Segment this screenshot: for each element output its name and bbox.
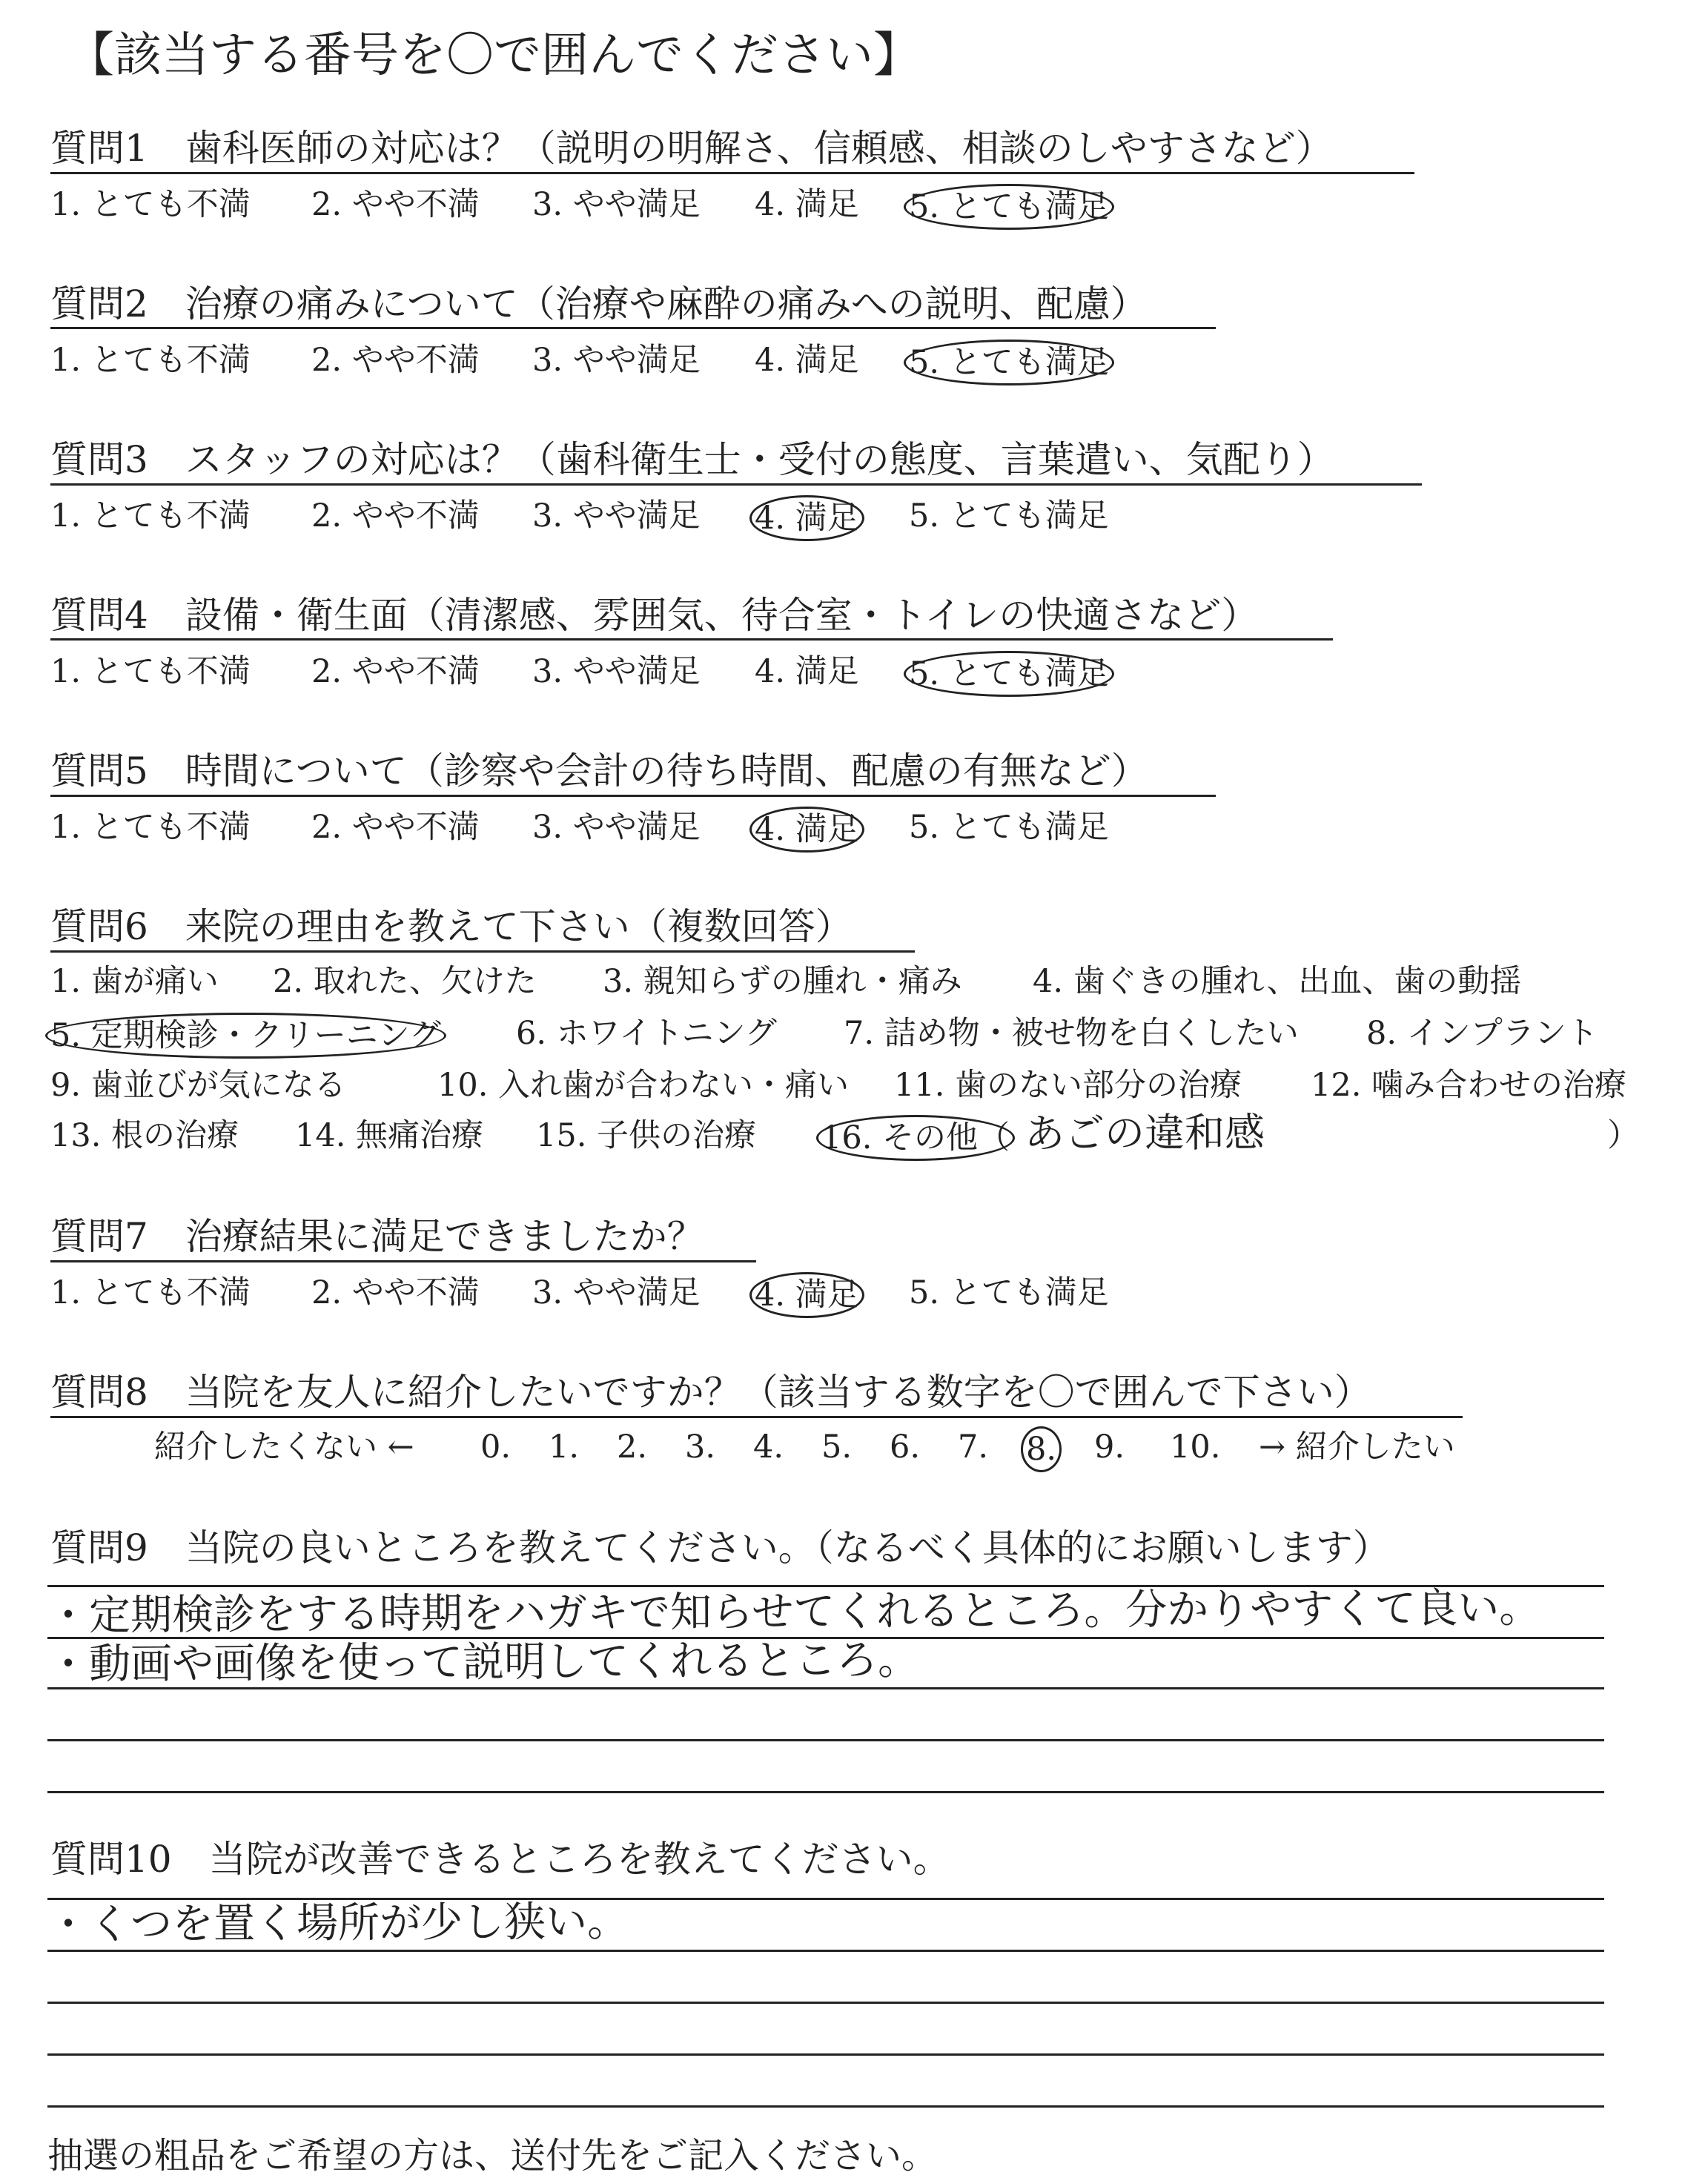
q9-answer-line-5 (47, 1791, 1604, 1793)
q9-answer-handwritten-1[interactable]: ・定期検診をする時期をハガキで知らせてくれるところ。分かりやすくて良い。 (47, 1583, 1541, 1641)
q8-scale-5[interactable]: 5. (821, 1429, 853, 1466)
q6-option-5-circled[interactable]: 5. 定期検診・クリーニング (45, 1013, 446, 1059)
q7-option-2[interactable]: 2. やや不満 (311, 1274, 480, 1311)
q10-answer-line-5 (47, 2105, 1604, 2108)
q7-option-3[interactable]: 3. やや満足 (532, 1274, 701, 1311)
q6-option-13[interactable]: 13. 根の治療 (50, 1117, 239, 1154)
q1-option-5-circled[interactable]: 5. とても満足 (904, 184, 1114, 230)
q6-option-12[interactable]: 12. 噛み合わせの治療 (1311, 1067, 1627, 1104)
q8-scale-9[interactable]: 9. (1094, 1429, 1125, 1466)
question-4-underline (50, 638, 1333, 641)
q8-scale-0[interactable]: 0. (480, 1429, 512, 1466)
q6-option-8[interactable]: 8. インプラント (1366, 1015, 1598, 1052)
q1-option-2[interactable]: 2. やや不満 (311, 186, 480, 223)
q3-option-4-circled[interactable]: 4. 満足 (749, 495, 864, 541)
q8-low-label: 紹介したくない ← (154, 1429, 414, 1466)
q6-option-14[interactable]: 14. 無痛治療 (295, 1117, 484, 1154)
q3-option-5[interactable]: 5. とても満足 (909, 497, 1109, 534)
q6-option-16-circled[interactable]: 16. その他（ (816, 1115, 1015, 1161)
q3-option-1[interactable]: 1. とても不満 (50, 497, 251, 534)
q7-option-5[interactable]: 5. とても満足 (909, 1274, 1109, 1311)
q6-option-2[interactable]: 2. 取れた、欠けた (273, 963, 537, 1000)
q4-option-1[interactable]: 1. とても不満 (50, 653, 251, 690)
q1-option-1[interactable]: 1. とても不満 (50, 186, 251, 223)
q6-option-15[interactable]: 15. 子供の治療 (536, 1117, 757, 1154)
q4-option-5-circled[interactable]: 5. とても満足 (904, 651, 1114, 697)
q2-option-2[interactable]: 2. やや不満 (311, 342, 480, 379)
q4-option-3[interactable]: 3. やや満足 (532, 653, 701, 690)
q6-other-close-paren: ） (1607, 1117, 1639, 1154)
q6-option-10[interactable]: 10. 入れ歯が合わない・痛い (437, 1067, 850, 1104)
question-4-text: 質問4 設備・衛生面（清潔感、雰囲気、待合室・トイレの快適さなど） (50, 594, 1259, 637)
question-2-underline (50, 327, 1216, 329)
q7-option-4-circled[interactable]: 4. 満足 (749, 1272, 864, 1318)
q6-option-11[interactable]: 11. 歯のない部分の治療 (894, 1067, 1242, 1104)
q2-option-5-circled[interactable]: 5. とても満足 (904, 340, 1114, 385)
q2-option-3[interactable]: 3. やや満足 (532, 342, 701, 379)
question-2-text: 質問2 治療の痛みについて（治療や麻酔の痛みへの説明、配慮） (50, 282, 1148, 325)
q3-option-3[interactable]: 3. やや満足 (532, 497, 701, 534)
question-5-underline (50, 795, 1216, 797)
question-8-underline (50, 1416, 1463, 1418)
q8-scale-10[interactable]: 10. (1170, 1429, 1221, 1466)
q10-answer-line-2 (47, 1950, 1604, 1952)
q5-option-4-circled[interactable]: 4. 満足 (749, 807, 864, 853)
question-3-underline (50, 483, 1422, 486)
question-7-underline (50, 1260, 756, 1262)
q5-option-2[interactable]: 2. やや不満 (311, 809, 480, 846)
q4-option-4[interactable]: 4. 満足 (755, 653, 859, 690)
q3-option-2[interactable]: 2. やや不満 (311, 497, 480, 534)
footer-note: 抽選の粗品をご希望の方は、送付先をご記入ください。 (47, 2135, 938, 2177)
q10-answer-handwritten-1[interactable]: ・くつを置く場所が少し狭い。 (47, 1897, 629, 1950)
q10-answer-line-4 (47, 2053, 1604, 2056)
q8-scale-6[interactable]: 6. (890, 1429, 921, 1466)
question-6-underline (50, 950, 915, 953)
q6-option-9[interactable]: 9. 歯並びが気になる (50, 1067, 346, 1104)
q6-option-1[interactable]: 1. 歯が痛い (50, 963, 219, 1000)
q2-option-4[interactable]: 4. 満足 (755, 342, 859, 379)
question-1-underline (50, 172, 1414, 174)
q6-other-handwritten[interactable]: あごの違和感 (1024, 1109, 1265, 1157)
q9-answer-handwritten-2[interactable]: ・動画や画像を使って説明してくれるところ。 (47, 1635, 920, 1689)
question-6-text: 質問6 来院の理由を教えて下さい（複数回答） (50, 905, 853, 948)
q4-option-2[interactable]: 2. やや不満 (311, 653, 480, 690)
q2-option-1[interactable]: 1. とても不満 (50, 342, 251, 379)
question-3-text: 質問3 スタッフの対応は？（歯科衛生士・受付の態度、言葉遣い、気配り） (50, 438, 1334, 481)
q9-answer-line-4 (47, 1739, 1604, 1741)
q7-option-1[interactable]: 1. とても不満 (50, 1274, 251, 1311)
q8-scale-8-circled[interactable]: 8. (1021, 1426, 1062, 1472)
q8-scale-7[interactable]: 7. (958, 1429, 989, 1466)
question-5-text: 質問5 時間について（診察や会計の待ち時間、配慮の有無など） (50, 749, 1148, 792)
q8-scale-3[interactable]: 3. (685, 1429, 716, 1466)
q6-option-3[interactable]: 3. 親知らずの腫れ・痛み (603, 963, 962, 1000)
q5-option-5[interactable]: 5. とても満足 (909, 809, 1109, 846)
question-8-text: 質問8 当院を友人に紹介したいですか？（該当する数字を〇で囲んで下さい） (50, 1371, 1371, 1414)
q1-option-3[interactable]: 3. やや満足 (532, 186, 701, 223)
q8-high-label: → 紹介したい (1259, 1429, 1455, 1466)
q8-scale-4[interactable]: 4. (753, 1429, 784, 1466)
q6-option-4[interactable]: 4. 歯ぐきの腫れ、出血、歯の動揺 (1033, 963, 1522, 1000)
q6-option-7[interactable]: 7. 詰め物・被せ物を白くしたい (844, 1015, 1299, 1052)
q8-scale-2[interactable]: 2. (617, 1429, 648, 1466)
q1-option-4[interactable]: 4. 満足 (755, 186, 859, 223)
question-9-text: 質問9 当院の良いところを教えてください。（なるべく具体的にお願いします） (50, 1526, 1390, 1569)
question-10-text: 質問10 当院が改善できるところを教えてください。 (50, 1838, 950, 1881)
question-7-text: 質問7 治療結果に満足できましたか？ (50, 1215, 704, 1258)
q8-scale-1[interactable]: 1. (549, 1429, 580, 1466)
q10-answer-line-3 (47, 2002, 1604, 2004)
q5-option-1[interactable]: 1. とても不満 (50, 809, 251, 846)
q5-option-3[interactable]: 3. やや満足 (532, 809, 701, 846)
q6-option-6[interactable]: 6. ホワイトニング (516, 1015, 777, 1052)
form-title: 【該当する番号を〇で囲んでください】 (67, 28, 921, 83)
question-1-text: 質問1 歯科医師の対応は？（説明の明解さ、信頼感、相談のしやすさなど） (50, 127, 1333, 170)
